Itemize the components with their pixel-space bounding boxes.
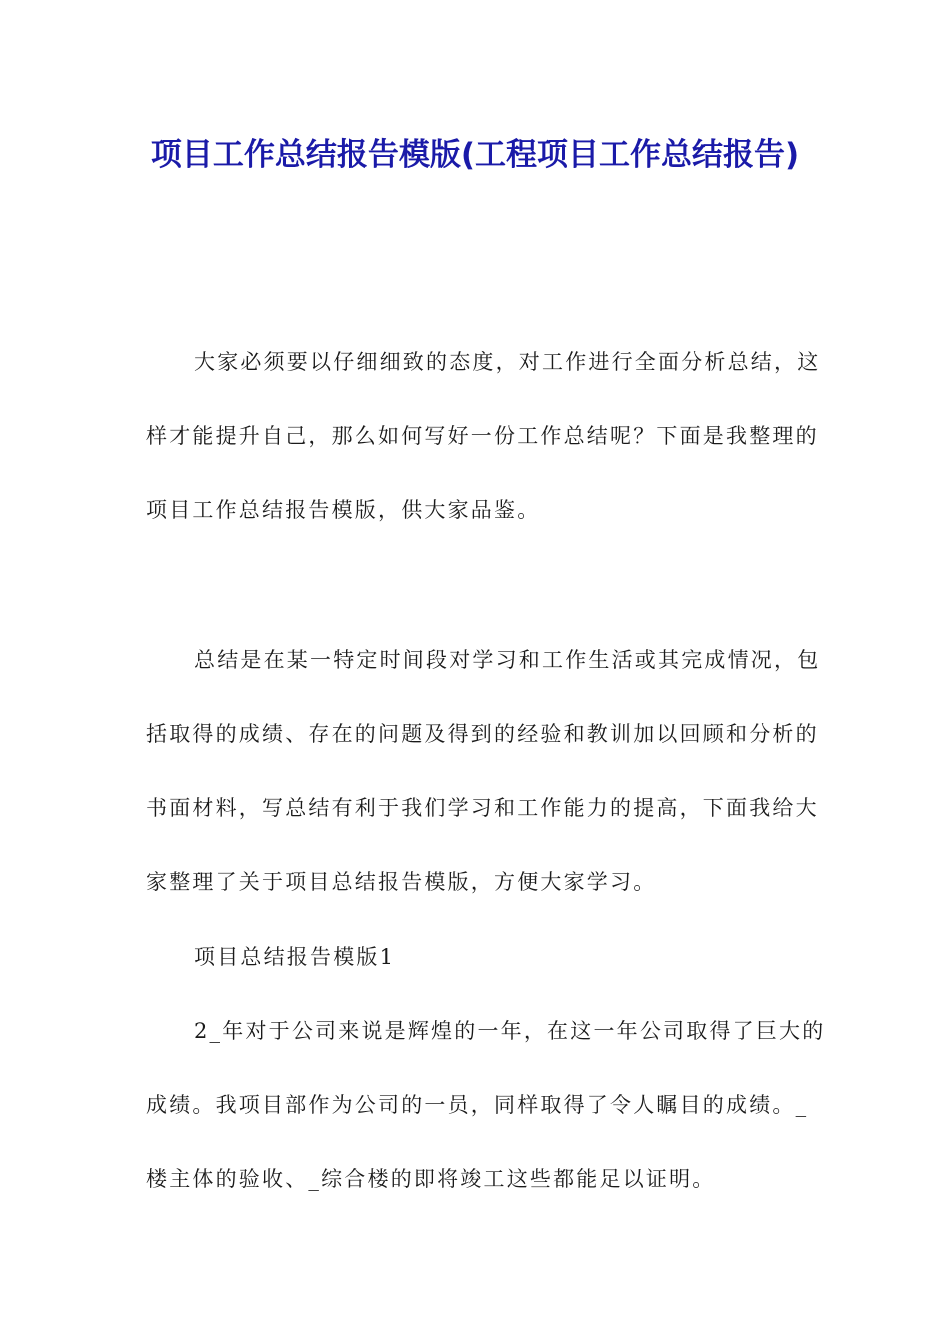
- paragraph-definition: 总结是在某一特定时间段对学习和工作生活或其完成情况，包括取得的成绩、存在的问题及得到的经验和教训加以回顾和分析的书面材料，写总结有利于我们学习和工作能力的提高，下面我给大家整理了关于项目总结报告模版，方便大家学习。: [146, 648, 821, 894]
- paragraph-section-1: 2_年对于公司来说是辉煌的一年，在这一年公司取得了巨大的成绩。我项目部作为公司的一员，同样取得了令人瞩目的成绩。_楼主体的验收、_综合楼的即将竣工这些都能足以证明。: [146, 1019, 826, 1191]
- document-title: 项目工作总结报告模版(工程项目工作总结报告): [150, 137, 800, 173]
- paragraph-intro: 大家必须要以仔细细致的态度，对工作进行全面分析总结，这样才能提升自己，那么如何写好一份工作总结呢？下面是我整理的项目工作总结报告模版，供大家品鉴。: [146, 350, 821, 522]
- section-heading: 项目总结报告模版1: [194, 945, 396, 969]
